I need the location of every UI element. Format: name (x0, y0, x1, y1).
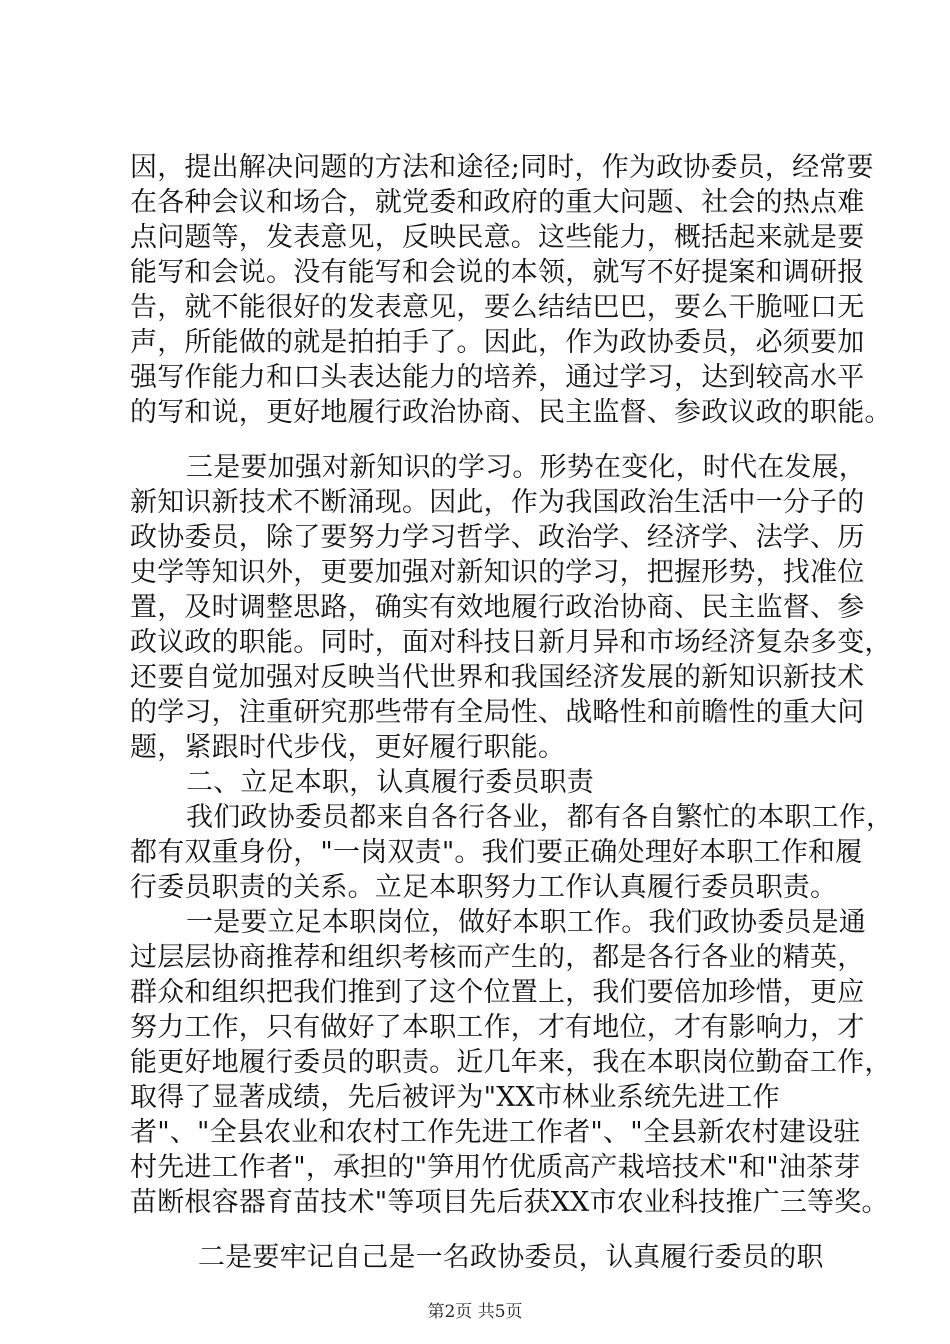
paragraph-first-line: 三是要加强对新知识的学习。形势在变化，时代在发展， (186, 452, 866, 483)
text-line: 努力工作，只有做好了本职工作，才有地位，才有影响力，才 (130, 1012, 865, 1043)
text-line: 苗断根容器育苗技术"等项目先后获XX市农业科技推广三等奖。 (130, 1187, 889, 1218)
text-line: 村先进工作者"，承担的"笋用竹优质高产栽培技术"和"油茶芽 (130, 1152, 861, 1183)
paragraph-first-line: 一是要立足本职岗位，做好本职工作。我们政协委员是通 (186, 907, 866, 938)
page-footer: 第2页 共5页 (427, 1302, 523, 1322)
text-line: 声，所能做的就是拍拍手了。因此，作为政协委员，必须要加 (130, 327, 865, 358)
text-line: 能写和会说。没有能写和会说的本领，就写不好提案和调研报 (130, 257, 865, 288)
text-line: 告，就不能很好的发表意见，要么结结巴巴，要么干脆哑口无 (130, 292, 865, 323)
text-line: 都有双重身份，"一岗双责"。我们要正确处理好本职工作和履 (130, 837, 863, 868)
text-line: 还要自觉加强对反映当代世界和我国经济发展的新知识新技术 (130, 662, 865, 693)
text-line: 者"、"全县农业和农村工作先进工作者"、"全县新农村建设驻 (130, 1117, 861, 1148)
text-line: 强写作能力和口头表达能力的培养，通过学习，达到较高水平 (130, 362, 865, 393)
text-line: 置，及时调整思路，确实有效地履行政治协商、民主监督、参 (130, 592, 865, 623)
text-line: 题，紧跟时代步伐，更好履行职能。 (130, 732, 566, 763)
section-heading: 二、立足本职，认真履行委员职责 (186, 767, 594, 798)
text-line: 过层层协商推荐和组织考核而产生的，都是各行各业的精英， (130, 942, 865, 973)
text-line: 因，提出解决问题的方法和途径;同时，作为政协委员，经常要 (130, 152, 874, 183)
text-line: 史学等知识外，更要加强对新知识的学习，把握形势，找准位 (130, 557, 865, 588)
text-line: 取得了显著成绩，先后被评为"XX市林业系统先进工作 (130, 1082, 780, 1113)
text-line: 行委员职责的关系。立足本职努力工作认真履行委员职责。 (130, 872, 838, 903)
text-line: 的写和说，更好地履行政治协商、民主监督、参政议政的职能。 (130, 397, 892, 428)
paragraph-first-line: 我们政协委员都来自各行各业，都有各自繁忙的本职工作， (186, 802, 894, 833)
text-line: 新知识新技术不断涌现。因此，作为我国政治生活中一分子的 (130, 487, 865, 518)
text-line: 政议政的职能。同时，面对科技日新月异和市场经济复杂多变， (130, 627, 892, 658)
paragraph-first-line: 二是要牢记自己是一名政协委员，认真履行委员的职 (198, 1242, 824, 1273)
text-line: 群众和组织把我们推到了这个位置上，我们要倍加珍惜，更应 (130, 977, 865, 1008)
text-line: 能更好地履行委员的职责。近几年来，我在本职岗位勤奋工作， (130, 1047, 892, 1078)
text-line: 政协委员，除了要努力学习哲学、政治学、经济学、法学、历 (130, 522, 865, 553)
text-line: 在各种会议和场合，就党委和政府的重大问题、社会的热点难 (130, 187, 865, 218)
text-line: 的学习，注重研究那些带有全局性、战略性和前瞻性的重大问 (130, 697, 865, 728)
text-line: 点问题等，发表意见，反映民意。这些能力，概括起来就是要 (130, 222, 865, 253)
